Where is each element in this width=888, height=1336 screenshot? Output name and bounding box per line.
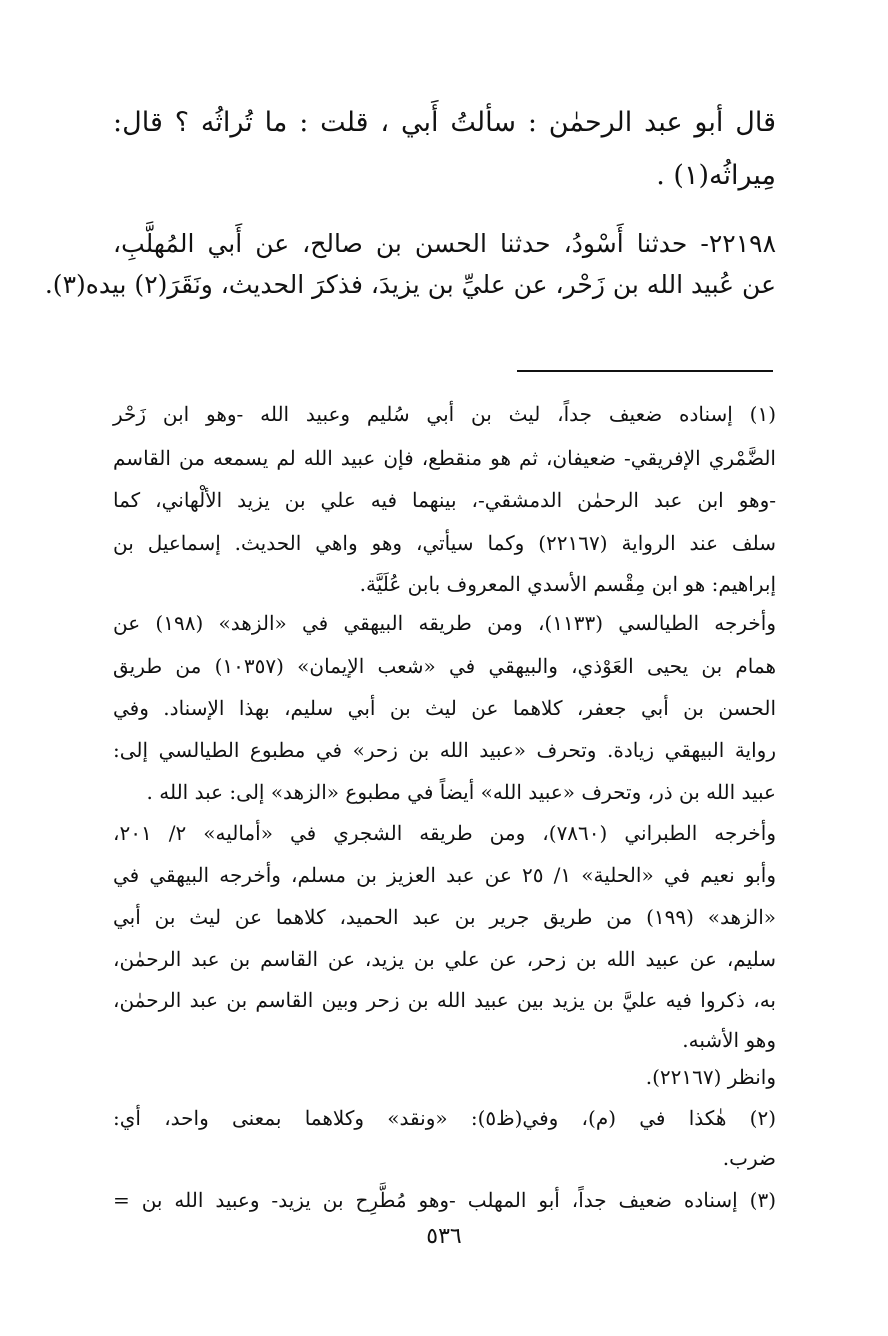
main-text-line: قال أبو عبد الرحمٰن : سألتُ أَبي ، قلت : ما تُراثُه ؟ قال: [113,107,776,138]
footnote-line: وانظر (٢٢١٦٧). [645,1065,776,1089]
footnote-line: (١) إسناده ضعيف جداً، ليث بن أبي سُليم وعبيد الله -وهو ابن زَحْر [113,402,776,426]
footnote-separator [517,370,773,372]
footnote-line: (٣) إسناده ضعيف جداً، أبو المهلب -وهو مُطَّرِح بن يزيد- وعبيد الله بن = [113,1188,776,1212]
footnote-line: وأخرجه الطيالسي (١١٣٣)، ومن طريقه البيهقي في «الزهد» (١٩٨) عن [113,611,777,635]
footnote-line: الضَّمْري الإفريقي- ضعيفان، ثم هو منقطع، فإن عبيد الله لم يسمعه من القاسم [113,446,776,470]
footnote-line: همام بن يحيى العَوْذي، والبيهقي في «شعب الإيمان» (١٠٣٥٧) من طريق [113,654,776,678]
footnote-line: به، ذكروا فيه عليَّ بن يزيد بين عبيد الله بن زحر وبين القاسم بن عبد الرحمٰن، [113,988,776,1012]
hadith-text-line: عن عُبيد الله بن زَحْر، عن عليِّ بن يزيدَ، فذكرَ الحديث، ونَقَرَ(٢) بيده(٣). [44,270,776,299]
main-text-line: مِيراثُه(١) . [656,160,776,191]
footnote-line: وأخرجه الطبراني (٧٨٦٠)، ومن طريقه الشجري في «أماليه» ٢/ ٢٠١، [113,821,776,845]
page-number: ٥٣٦ [426,1224,462,1249]
footnote-line: «الزهد» (١٩٩) من طريق جرير بن عبد الحميد، كلاهما عن ليث بن أبي [113,905,776,929]
footnote-line: سليم، عن عبيد الله بن زحر، عن علي بن يزيد، عن القاسم بن عبد الرحمٰن، [113,947,776,971]
footnote-line: وأبو نعيم في «الحلية» ١/ ٢٥ عن عبد العزيز بن مسلم، وأخرجه البيهقي في [113,863,776,887]
footnote-line: الحسن بن أبي جعفر، كلاهما عن ليث بن أبي سليم، بهذا الإسناد. وفي [113,696,776,720]
footnote-line: -وهو ابن عبد الرحمٰن الدمشقي-، بينهما فيه علي بن يزيد الألْهاني، كما [113,488,776,512]
footnote-line: رواية البيهقي زيادة. وتحرف «عبيد الله بن زحر» في مطبوع الطيالسي إلى: [113,738,776,762]
footnote-line: ضرب. [722,1146,776,1170]
footnote-line: عبيد الله بن ذر، وتحرف «عبيد الله» أيضاً في مطبوع «الزهد» إلى: عبد الله . [146,780,776,804]
footnote-line: (٢) هٰكذا في (م)، وفي(ظ٥): «ونقد» وكلاهما بمعنى واحد، أي: [113,1106,776,1130]
footnote-line: سلف عند الرواية (٢٢١٦٧) وكما سيأتي، وهو واهي الحديث. إسماعيل بن [113,531,776,555]
footnote-line: إبراهيم: هو ابن مِقْسم الأسدي المعروف بابن عُلَيَّة. [359,572,776,596]
footnote-line: وهو الأشبه. [682,1028,776,1052]
hadith-text-line: ٢٢١٩٨- حدثنا أَسْودُ، حدثنا الحسن بن صالح، عن أَبي المُهلَّبِ، [113,229,776,258]
